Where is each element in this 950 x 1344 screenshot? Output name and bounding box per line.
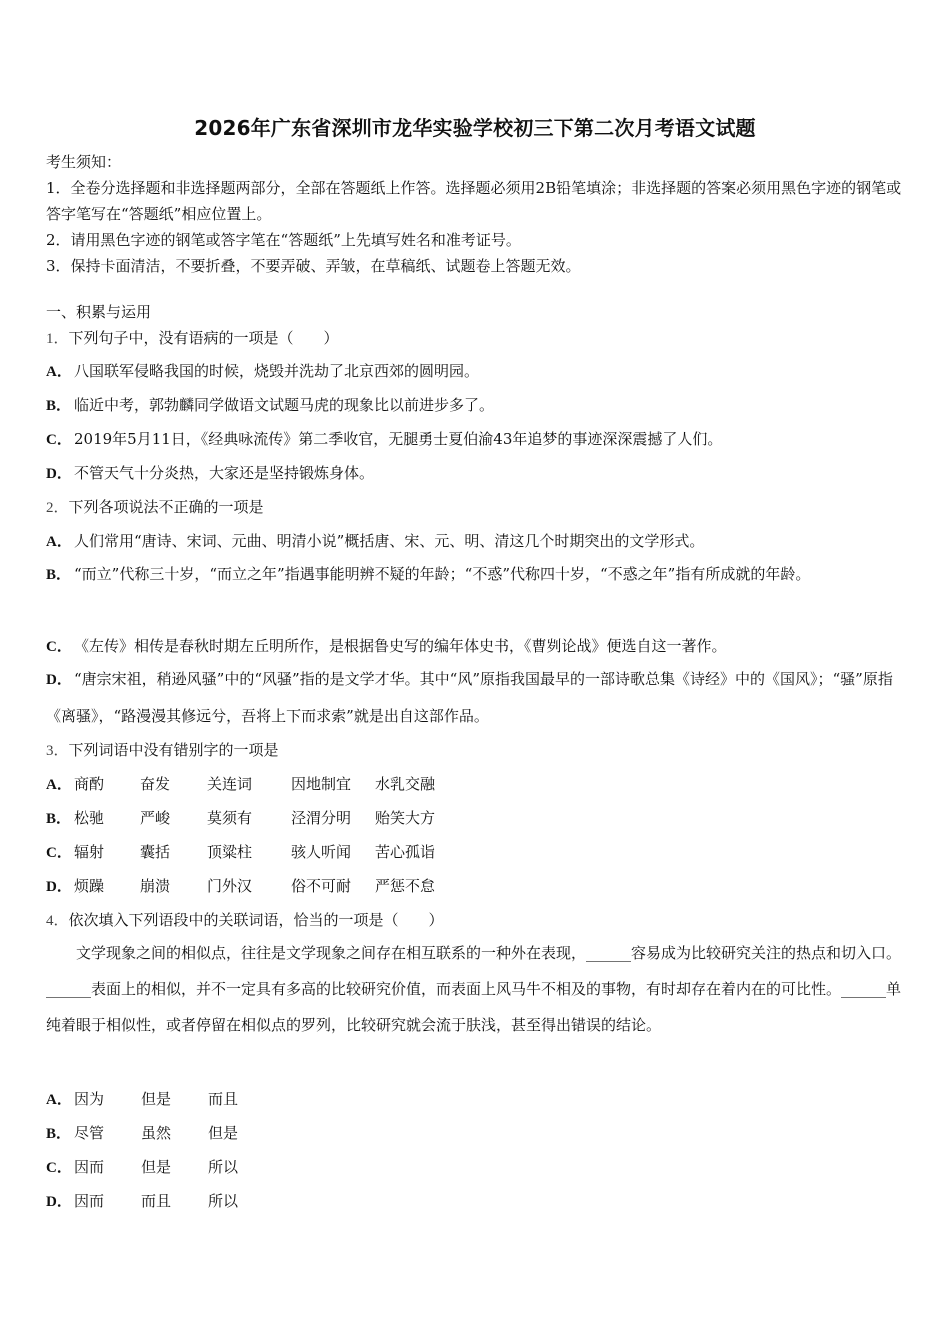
option-word: 崩溃 [140,877,171,895]
option[interactable] [46,462,374,483]
notice-item: 2．请用黑色字迹的钢笔或答字笔在“答题纸”上先填写姓名和准考证号。 [46,231,521,249]
option-word: 关连词 [207,775,253,793]
option[interactable] [46,661,906,734]
option[interactable] [46,360,479,381]
option-word: 所以 [208,1192,239,1210]
question-stem [46,739,279,760]
option-word: 严峻 [140,809,171,827]
option[interactable] [46,635,727,656]
page-title: 2026年广东省深圳市龙华实验学校初三下第二次月考语文试题 [194,116,756,140]
option-word: 而且 [208,1090,239,1108]
option-word: 烦躁 [74,877,105,895]
option-word: 严惩不怠 [375,877,436,895]
option-word: 莫须有 [207,809,253,827]
question-number: 2． [46,500,69,516]
option-key: B． [46,567,72,583]
option-text: 人们常用“唐诗、宋词、元曲、明清小说”概括唐、宋、元、明、清这几个时期突出的文学形式。 [74,532,705,550]
option-text: 八国联军侵略我国的时候，烧毁并洗劫了北京西郊的圆明园。 [74,362,480,380]
option-word: 门外汉 [207,877,253,895]
option-word: 奋发 [140,775,171,793]
question-text: 下列词语中没有错别字的一项是 [68,741,279,759]
notice-item: 3．保持卡面清洁，不要折叠，不要弄破、弄皱，在草稿纸、试题卷上答题无效。 [46,257,581,275]
option-key: C． [46,639,72,655]
option-word: 囊括 [140,843,171,861]
option[interactable] [46,556,906,593]
option-word: 辐射 [74,843,105,861]
option-word: 因为 [74,1090,105,1108]
option-key: C． [46,845,72,861]
notice-item: 1．全卷分选择题和非选择题两部分，全部在答题纸上作答。选择题必须用2B铅笔填涂；非选择题的答案必须用黑色字迹的钢笔或答字笔写在“答题纸”相应位置上。 [46,179,902,223]
option-word: 因而 [74,1158,105,1176]
option-key: D． [46,1194,72,1210]
option-word: 俗不可耐 [291,877,352,895]
option[interactable] [46,1190,292,1211]
option-word: 水乳交融 [375,775,436,793]
option-key: B． [46,1126,72,1142]
question-number: 1． [46,331,69,347]
question-stem [46,327,339,348]
option-key: D． [46,879,72,895]
question-number: 3． [46,743,69,759]
option[interactable] [46,394,494,415]
notice-heading: 考生须知： [46,153,122,171]
option-key: A． [46,777,72,793]
option[interactable] [46,1156,292,1177]
option-word: 尽管 [74,1124,105,1142]
question-number: 4． [46,913,69,929]
question-text: 下列句子中，没有语病的一项是（ ） [68,329,339,347]
question-text: 依次填入下列语段中的关联词语，恰当的一项是（ ） [68,911,444,929]
option-word: 顶粱柱 [207,843,253,861]
option[interactable] [46,530,704,551]
option-text: “唐宗宋祖，稍逊风骚”中的“风骚”指的是文学才华。其中“风”原指我国最早的一部诗歌总集《诗经》中的《国风》；“骚”原指《离骚》，“路漫漫其修远兮，吾将上下而求索”就是出自这部作品。 [46,670,893,725]
option[interactable] [46,841,459,862]
option-word: 骇人听闻 [291,843,352,861]
option-key: A． [46,1092,72,1108]
option-key: A． [46,364,72,380]
option-word: 因而 [74,1192,105,1210]
option-word: 但是 [208,1124,239,1142]
option-word: 虽然 [141,1124,172,1142]
option[interactable] [46,1088,292,1109]
option-key: B． [46,398,72,414]
option-key: A． [46,534,72,550]
option-key: C． [46,432,72,448]
option-word: 因地制宜 [291,775,352,793]
option-word: 泾渭分明 [291,809,352,827]
option-key: C． [46,1160,72,1176]
question-stem [46,909,444,930]
option-text: 《左传》相传是春秋时期左丘明所作，是根据鲁史写的编年体史书，《曹刿论战》便选自这一著作。 [74,637,727,655]
option[interactable] [46,807,459,828]
option-word: 所以 [208,1158,239,1176]
option-text: 2019年5月11日，《经典咏流传》第二季收官，无腿勇士夏伯渝43年追梦的事迹深深震撼了人们。 [74,430,723,448]
option-key: B． [46,811,72,827]
option-word: 苦心孤诣 [375,843,436,861]
option[interactable] [46,875,459,896]
option[interactable] [46,1122,292,1143]
option-word: 商酌 [74,775,105,793]
option-word: 松驰 [74,809,105,827]
reading-passage: 文学现象之间的相似点，往往是文学现象之间存在相互联系的一种外在表现，______容易成为比较研究关注的热点和切入口。______表面上的相似，并不一定具有多高的比较研究价值，而表面上风马牛不相及的事物，有时却存在着内在的可比性。______单纯着眼于相似性，或者停留在相似点的罗列，比较研究就会流于肤浅，甚至得出错误的结论。 [46,944,902,1034]
option[interactable] [46,773,459,794]
section-heading: 一、积累与运用 [46,303,152,321]
option-word: 贻笑大方 [375,809,436,827]
option-word: 但是 [141,1090,172,1108]
option-key: D． [46,466,72,482]
question-stem [46,496,264,517]
option-text: “而立”代称三十岁，“而立之年”指遇事能明辨不疑的年龄；“不惑”代称四十岁，“不惑之年”指有所成就的年龄。 [74,565,811,583]
option-key: D． [46,672,72,688]
option-text: 临近中考，郭勃麟同学做语文试题马虎的现象比以前进步多了。 [74,396,495,414]
option-text: 不管天气十分炎热，大家还是坚持锻炼身体。 [74,464,375,482]
option[interactable] [46,428,722,449]
option-word: 但是 [141,1158,172,1176]
option-word: 而且 [141,1192,172,1210]
question-text: 下列各项说法不正确的一项是 [68,498,264,516]
